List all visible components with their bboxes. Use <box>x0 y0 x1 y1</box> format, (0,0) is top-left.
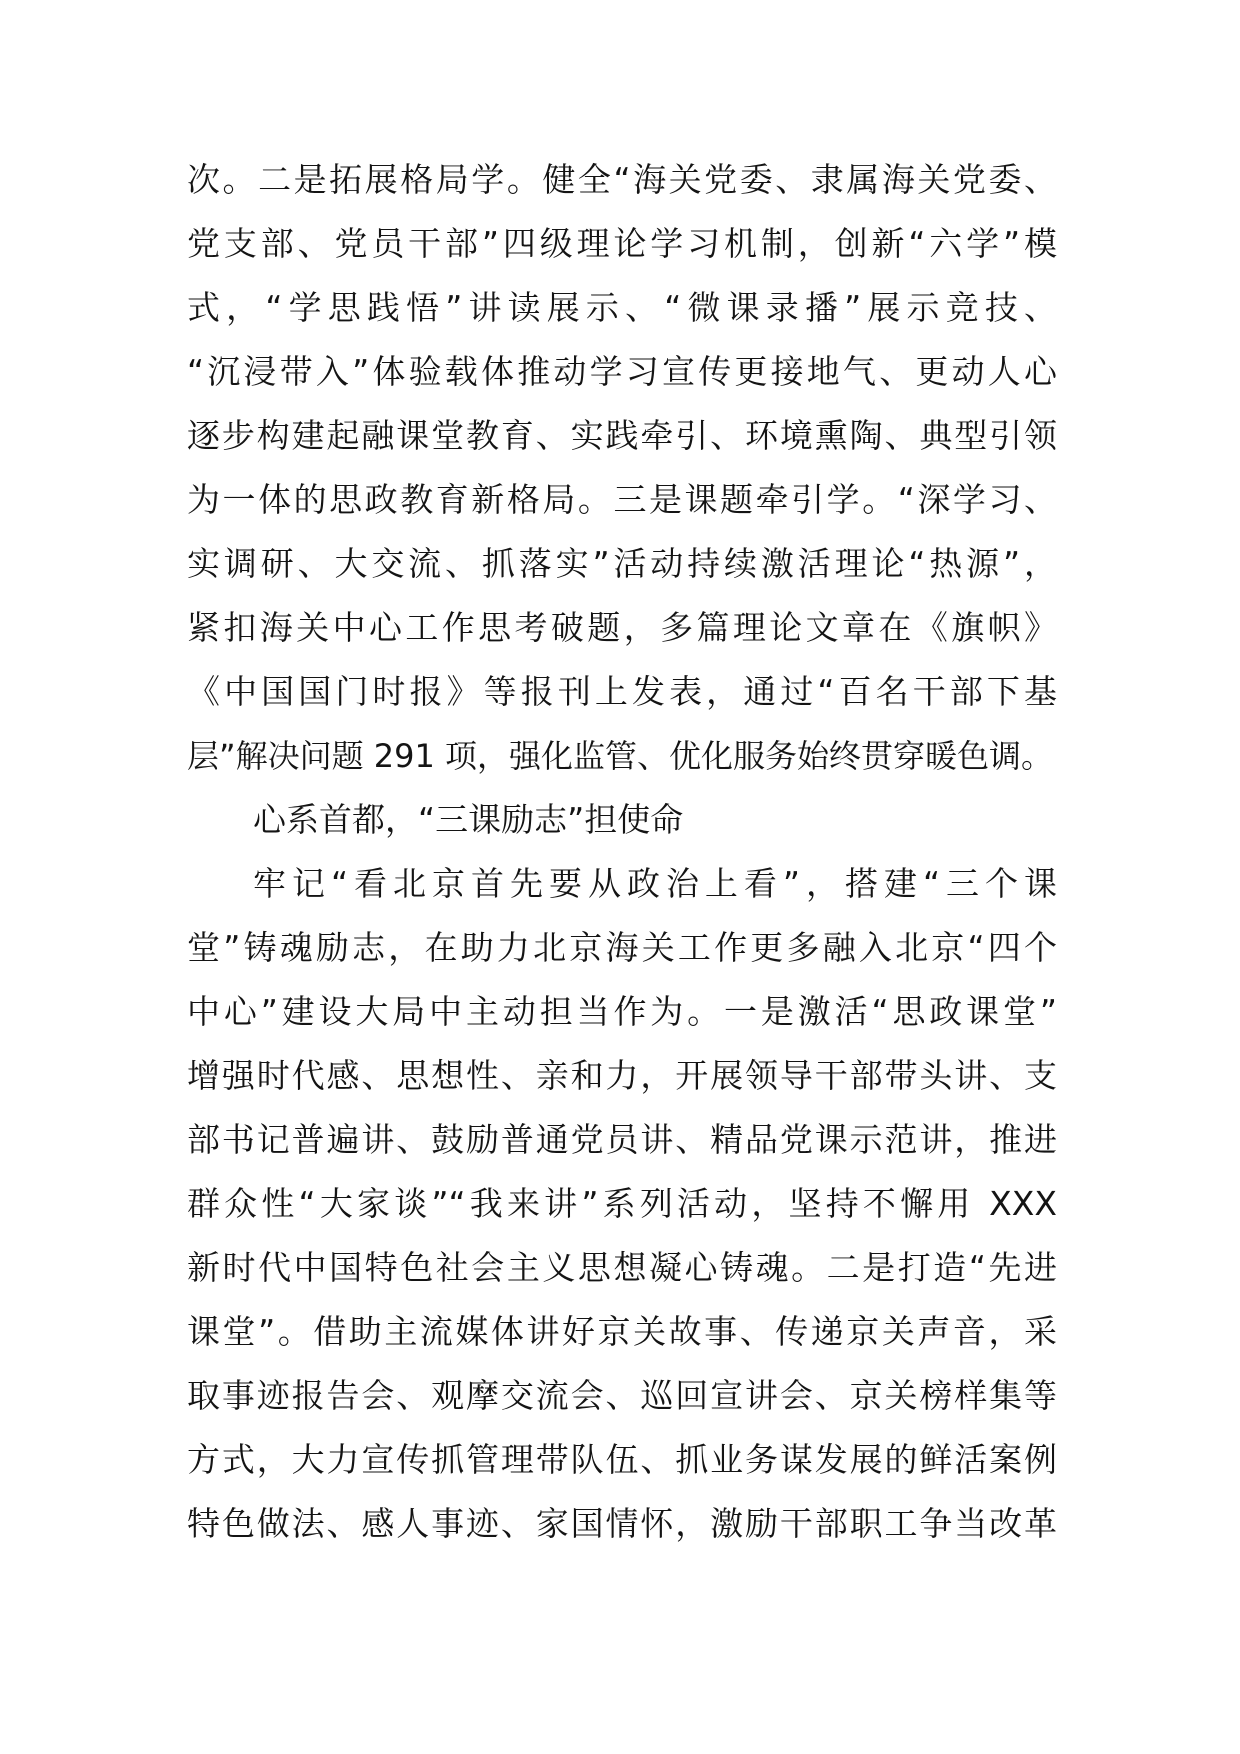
text-line: 增强时代感、思想性、亲和力，开展领导干部带头讲、支 <box>187 1056 1057 1095</box>
text-line: “沉浸带入”体验载体推动学习宣传更接地气、更动人心 <box>187 352 1057 391</box>
section-heading: 心系首都，“三课励志”担使命 <box>253 800 684 839</box>
text-line: 方式，大力宣传抓管理带队伍、抓业务谋发展的鲜活案例 <box>187 1440 1057 1479</box>
text-line: 式，“学思践悟”讲读展示、“微课录播”展示竞技、 <box>187 288 1057 327</box>
text-line: 中心”建设大局中主动担当作为。一是激活“思政课堂” <box>187 992 1057 1031</box>
text-line: 群众性“大家谈”“我来讲”系列活动，坚持不懈用 XXX <box>187 1184 1057 1223</box>
text-line: 实调研、大交流、抓落实”活动持续激活理论“热源”， <box>187 544 1057 583</box>
text-line: 新时代中国特色社会主义思想凝心铸魂。二是打造“先进 <box>187 1248 1057 1287</box>
text-line: 部书记普遍讲、鼓励普通党员讲、精品党课示范讲，推进 <box>187 1120 1057 1159</box>
text-line: 取事迹报告会、观摩交流会、巡回宣讲会、京关榜样集等 <box>187 1376 1057 1415</box>
text-line: 《中国国门时报》等报刊上发表，通过“百名干部下基 <box>187 672 1057 711</box>
text-line: 为一体的思政教育新格局。三是课题牵引学。“深学习、 <box>187 480 1057 519</box>
text-line: 党支部、党员干部”四级理论学习机制，创新“六学”模 <box>187 224 1057 263</box>
text-line: 次。二是拓展格局学。健全“海关党委、隶属海关党委、 <box>187 160 1057 199</box>
text-line: 逐步构建起融课堂教育、实践牵引、环境熏陶、典型引领 <box>187 416 1057 455</box>
text-line: 紧扣海关中心工作思考破题，多篇理论文章在《旗帜》 <box>187 608 1057 647</box>
paragraph-first-line: 牢记“看北京首先要从政治上看”，搭建“三个课 <box>253 864 1057 903</box>
paragraph-end-line: 层”解决问题 291 项，强化监管、优化服务始终贯穿暖色调。 <box>187 737 1054 775</box>
text-line: 课堂”。借助主流媒体讲好京关故事、传递京关声音，采 <box>187 1312 1057 1351</box>
text-line: 特色做法、感人事迹、家国情怀，激励干部职工争当改革 <box>187 1504 1057 1543</box>
text-line: 堂”铸魂励志，在助力北京海关工作更多融入北京“四个 <box>187 928 1057 967</box>
